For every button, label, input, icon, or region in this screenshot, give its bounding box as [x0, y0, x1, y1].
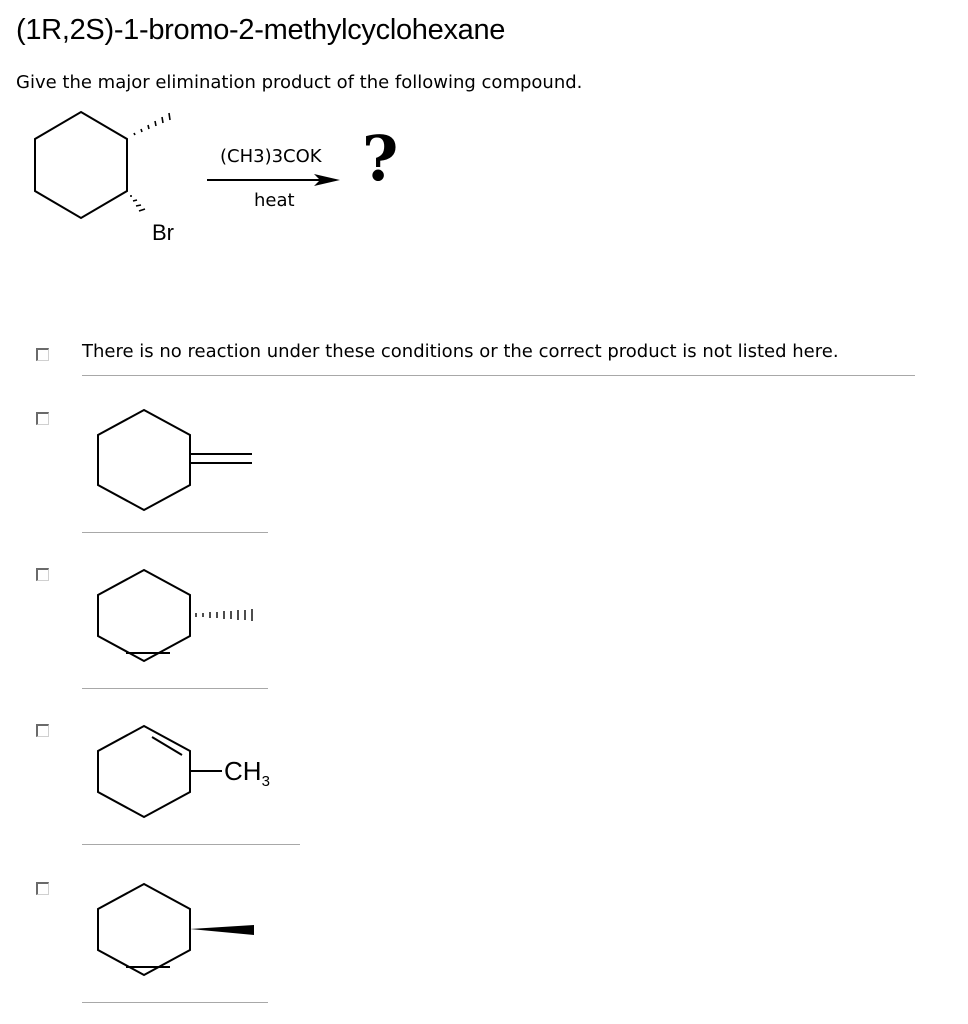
answer-checkbox[interactable]: [36, 882, 49, 895]
unknown-product: ?: [362, 122, 399, 195]
reagent-label: (CH3)3COK: [220, 146, 322, 167]
answer-checkbox[interactable]: [36, 568, 49, 581]
option-divider: [82, 844, 300, 845]
answer-option-label: There is no reaction under these conditions or the correct product is not listed here.: [82, 341, 839, 362]
option-divider: [82, 1002, 268, 1003]
reaction-scheme: [0, 100, 460, 260]
condition-label: heat: [254, 190, 295, 211]
answer-checkbox[interactable]: [36, 348, 49, 361]
option-divider: [82, 375, 915, 376]
page-title: (1R,2S)-1-bromo-2-methylcyclohexane: [16, 14, 506, 46]
methyl-label: $CH_3$: [224, 756, 270, 790]
hashed-methylcyclohexene-structure: [82, 562, 282, 672]
answer-checkbox[interactable]: [36, 412, 49, 425]
wedged-methylcyclohexene-structure: [82, 876, 282, 986]
answer-checkbox[interactable]: [36, 724, 49, 737]
question-prompt: Give the major elimination product of the following compound.: [16, 72, 583, 93]
option-divider: [82, 532, 268, 533]
bromine-label: Br: [152, 220, 174, 245]
option-divider: [82, 688, 268, 689]
methylenecyclohexane-structure: [82, 406, 282, 516]
